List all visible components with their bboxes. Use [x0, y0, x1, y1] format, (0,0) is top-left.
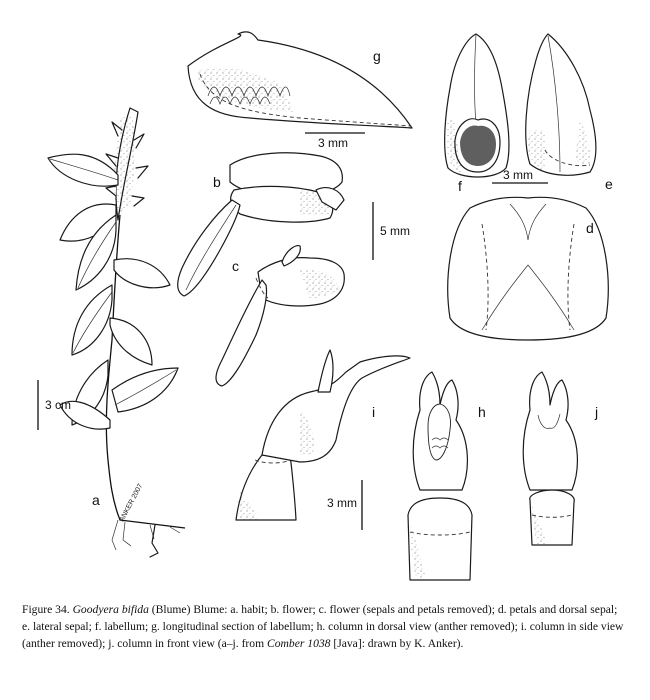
petals-dorsal-sepal-drawing [448, 197, 608, 340]
caption-prefix: Figure 34. [22, 603, 73, 616]
figure-caption [22, 601, 628, 652]
column-side-drawing [236, 350, 410, 520]
panel-label-i: i [372, 404, 376, 420]
panel-label-h: h [478, 404, 486, 420]
panel-label-a: a [92, 492, 100, 508]
panel-label-j: j [595, 404, 599, 420]
caption-collection: Comber 1038 [267, 637, 331, 650]
scale-label-g: 3 mm [318, 136, 348, 150]
caption-suffix: [Java]: drawn by K. Anker). [330, 637, 464, 650]
panel-label-c: c [232, 258, 239, 274]
caption-species: Goodyera bifida [72, 603, 149, 616]
scale-label-habit: 3 cm [45, 398, 72, 412]
signature-mark: ANKER 2007 [118, 482, 145, 523]
panel-label-b: b [213, 174, 221, 190]
scale-label-bc: 5 mm [380, 224, 410, 238]
caption-authority: (Blume) Blume: a. habit; b. flower; c. flower (sepals and petals removed); d. petals and dorsal sepal; e. lateral sepal; f. labellum; g. longitudinal section of labellum; h. column in dorsal view (anther removed); i. column in side view (anther removed); j. column in front view (a–j. from [22, 603, 624, 650]
scale-label-hij: 3 mm [327, 496, 357, 510]
panel-label-f: f [458, 178, 462, 194]
panel-label-g: g [373, 48, 381, 64]
column-front-drawing [523, 372, 577, 545]
scale-label-ef: 3 mm [503, 168, 533, 182]
lateral-sepal-drawing [526, 34, 596, 175]
column-dorsal-drawing [408, 372, 472, 580]
panel-label-e: e [605, 176, 613, 192]
labellum-drawing [445, 34, 509, 177]
panel-label-d: d [586, 220, 594, 236]
habit-drawing [38, 108, 185, 557]
